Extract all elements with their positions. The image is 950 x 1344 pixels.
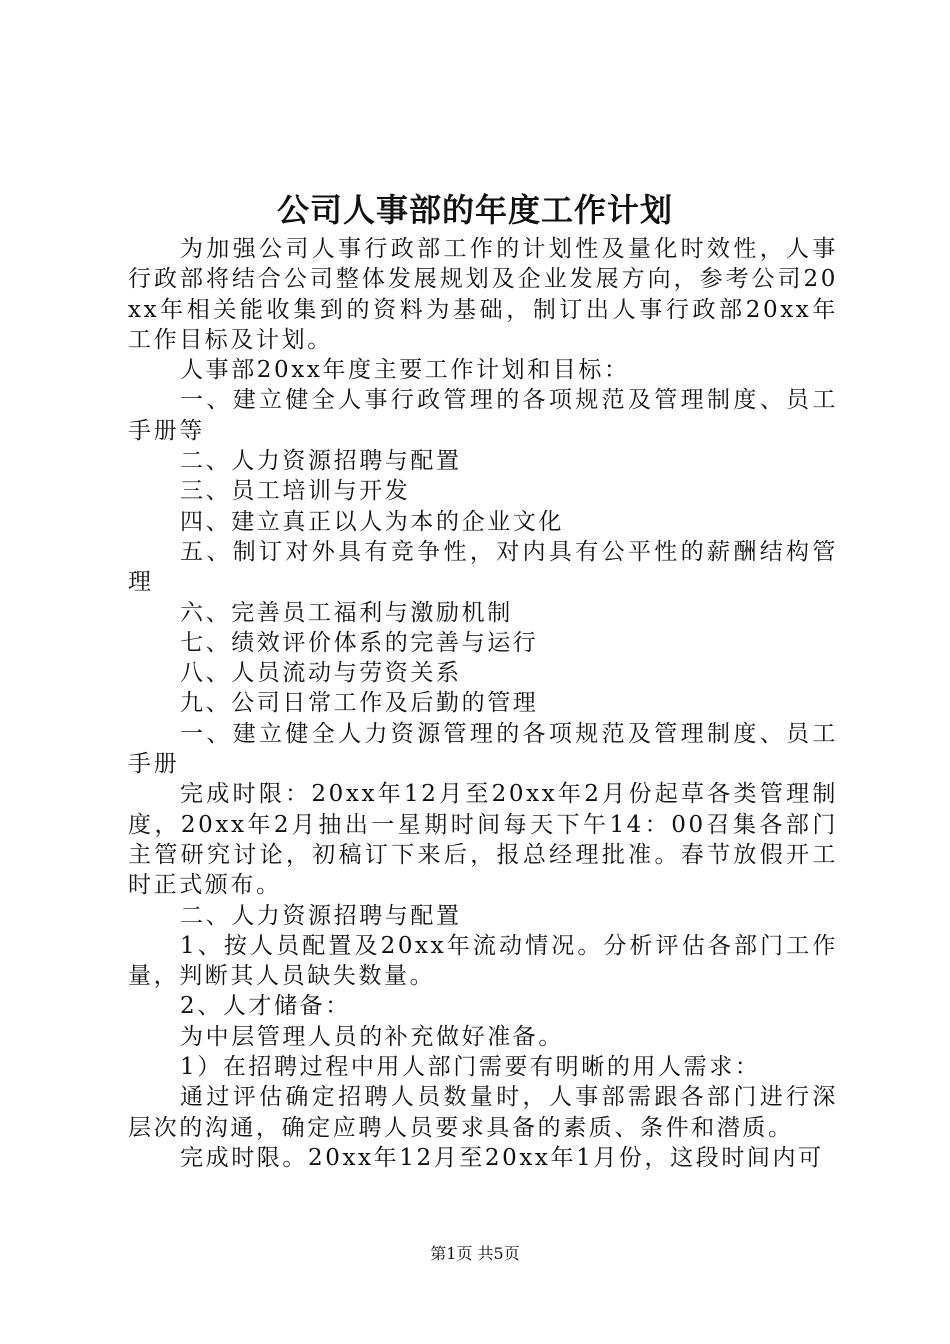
paragraph: 为加强公司人事行政部工作的计划性及量化时效性，人事行政部将结合公司整体发展规划及企业发展方向，参考公司20xx年相关能收集到的资料为基础，制订出人事行政部20xx年工作目标及计划。 — [128, 236, 838, 353]
paragraph: 九、公司日常工作及后勤的管理 — [180, 690, 539, 717]
paragraph: 六、完善员工福利与激励机制 — [180, 599, 513, 626]
paragraph: 1、按人员配置及20xx年流动情况。分析评估各部门工作量，判断其人员缺失数量。 — [128, 932, 838, 990]
paragraph: 五、制订对外具有竞争性，对内具有公平性的薪酬结构管理 — [128, 538, 838, 596]
paragraph: 完成时限。20xx年12月至20xx年1月份，这段时间内可 — [180, 1144, 824, 1171]
paragraph: 2、人才储备： — [180, 993, 351, 1020]
paragraph: 二、人力资源招聘与配置 — [180, 448, 462, 475]
paragraph: 一、建立健全人事行政管理的各项规范及管理制度、员工手册等 — [128, 387, 838, 444]
paragraph: 一、建立健全人力资源管理的各项规范及管理制度、员工手册 — [128, 720, 838, 778]
paragraph: 三、员工培训与开发 — [180, 478, 411, 505]
document-title: 公司人事部的年度工作计划 — [276, 191, 673, 229]
paragraph: 通过评估确定招聘人员数量时，人事部需跟各部门进行深层次的沟通，确定应聘人员要求具备的素质、条件和潜质。 — [128, 1084, 838, 1141]
page-footer: 第1页 共5页 — [430, 1244, 520, 1263]
paragraph: 人事部20xx年度主要工作计划和目标： — [180, 357, 630, 384]
paragraph: 1）在招聘过程中用人部门需要有明晰的用人需求： — [180, 1054, 761, 1081]
paragraph: 四、建立真正以人为本的企业文化 — [180, 508, 564, 535]
paragraph: 八、人员流动与劳资关系 — [180, 660, 462, 687]
paragraph: 完成时限：20xx年12月至20xx年2月份起草各类管理制度，20xx年2月抽出一星期时间每天下午14：00召集各部门主管研究讨论，初稿订下来后，报总经理批准。春节放假开工时正式颁布。 — [128, 781, 838, 899]
paragraph: 七、绩效评价体系的完善与运行 — [180, 629, 539, 656]
paragraph: 二、人力资源招聘与配置 — [180, 902, 462, 929]
document-body — [128, 234, 838, 1173]
paragraph: 为中层管理人员的补充做好准备。 — [180, 1023, 564, 1050]
